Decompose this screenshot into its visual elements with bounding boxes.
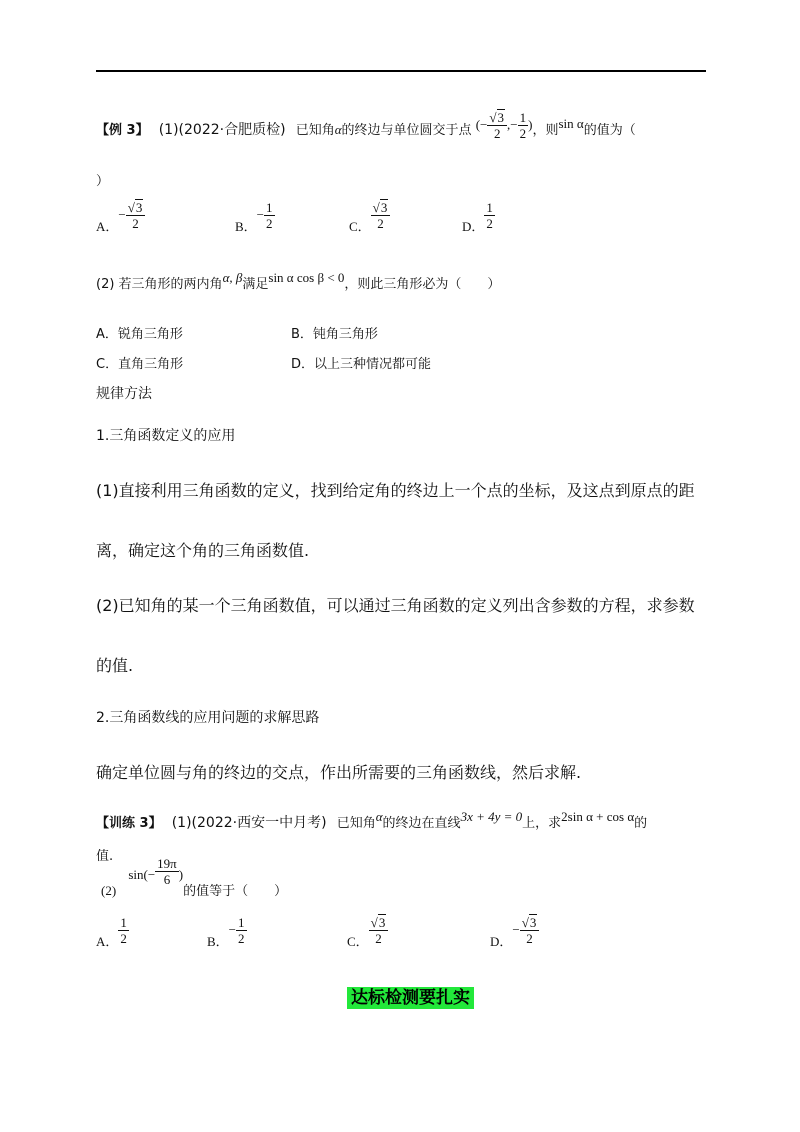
example3-stem-c: ，则	[532, 123, 559, 138]
option-label: C．	[349, 219, 371, 234]
method-item1-p1-line1: (1)直接利用三角函数的定义，找到给定角的终边上一个点的坐标，及这点到原点的距	[96, 481, 695, 500]
option-sqrt-arg: 3	[529, 915, 537, 930]
point-close-paren: )	[528, 116, 533, 132]
point-y-den: 2	[519, 126, 527, 142]
training3-stem-b: 的终边在直线	[382, 816, 461, 831]
option-den: 2	[526, 931, 533, 946]
option-den: 2	[377, 216, 384, 231]
example3-stem-b: 的终边与单位圆交于点	[341, 123, 472, 138]
option-label: A．	[96, 934, 119, 949]
example3-tag: 【例 3】	[96, 123, 149, 138]
option-sqrt-arg: 3	[378, 915, 386, 930]
training3-option-b	[207, 915, 247, 949]
example3-source: (1)(2022·合肥质检)	[158, 122, 286, 138]
point-x-sqrt-arg: 3	[497, 110, 505, 126]
example3-stem-d: 的值为（	[583, 123, 636, 138]
method-item1-p1-line2: 离，确定这个角的三角函数值.	[96, 541, 310, 560]
method-item2-title: 2.三角函数线的应用问题的求解思路	[96, 710, 320, 726]
training3-part2	[101, 856, 288, 899]
option-sqrt-arg: 3	[135, 200, 143, 215]
part2-option-c: C．直角三角形	[96, 357, 184, 372]
fraction-den: 6	[163, 872, 171, 887]
method-item1-title: 1.三角函数定义的应用	[96, 428, 236, 444]
training3-stem-c: 上，求	[522, 816, 562, 831]
target-expression: 2sin α + cos α	[561, 809, 635, 824]
option-sign: −	[228, 922, 237, 937]
option-label: D．	[490, 934, 513, 949]
part2-option-d: D．以上三种情况都可能	[291, 357, 432, 372]
option-num: 1	[266, 200, 273, 215]
point-y-num: 1	[519, 110, 527, 126]
option-den: 2	[486, 216, 493, 231]
nineteen-pi-over-six	[155, 856, 179, 887]
method-item1-p2-line2: 的值.	[96, 656, 134, 675]
training3-stem	[96, 805, 647, 842]
example3-option-d	[462, 200, 495, 234]
training3-stem-a: 已知角	[336, 816, 376, 831]
point-x-fraction: $\frac{√3}{2}$	[487, 110, 507, 141]
method-item1-p2-line1: (2)已知角的某一个三角函数值，可以通过三角函数的定义列出含参数的方程，求参数	[96, 596, 695, 615]
part2-option-a: A．锐角三角形	[96, 327, 183, 342]
example3-option-c: C． $\frac{√3}{2}$	[349, 200, 390, 231]
point-x-den: 2	[493, 126, 501, 142]
example3-option-b	[235, 200, 275, 234]
example3-stem-end: ）	[96, 174, 110, 189]
part2-mid: 满足	[242, 277, 269, 292]
part2-label: (2)	[101, 883, 117, 898]
option-den: 2	[132, 216, 139, 231]
part2-suffix: 的值等于（ ）	[183, 884, 288, 899]
part2-option-b: B．钝角三角形	[291, 327, 378, 342]
training3-tag: 【训练 3】	[96, 816, 162, 831]
point-open-paren: (	[475, 116, 481, 132]
option-den: 2	[266, 216, 273, 231]
part2-prefix: (2) 若三角形的两内角	[96, 277, 223, 292]
point-minus-2: −	[510, 116, 518, 132]
option-den: 2	[375, 931, 382, 946]
example3-part2-stem	[96, 272, 500, 297]
option-den: 2	[238, 931, 245, 946]
training3-option-c: C． $\frac{√3}{2}$	[347, 915, 388, 946]
part2-angles: α, β	[222, 270, 243, 285]
method-item2-text: 确定单位圆与角的终边的交点，作出所需要的三角函数线，然后求解.	[96, 763, 582, 782]
point-minus-1: −	[480, 116, 488, 132]
example3-stem-a: 已知角	[295, 123, 335, 138]
option-num: 1	[486, 200, 493, 215]
option-sign: −	[512, 922, 520, 937]
point-comma: ,	[507, 116, 511, 132]
option-label: A．	[96, 219, 119, 234]
sin-alpha: sin α	[558, 116, 584, 131]
alpha-symbol: α	[334, 122, 342, 137]
point-y-fraction	[518, 110, 529, 141]
part2-condition: sin α cos β < 0	[268, 270, 345, 285]
option-den: 2	[120, 931, 127, 946]
option-num: 1	[238, 915, 245, 930]
fraction-num: 19π	[157, 856, 177, 871]
sin-close: )	[178, 867, 184, 882]
option-sign: −	[118, 207, 126, 222]
example3-option-a: A．− $\frac{√3}{2}$	[96, 200, 145, 231]
method-heading: 规律方法	[96, 386, 152, 402]
option-sqrt-arg: 3	[380, 200, 388, 215]
part2-suffix: ，则此三角形必为（ ）	[344, 277, 501, 292]
option-label: B．	[207, 934, 229, 949]
line-equation: 3x + 4y = 0	[460, 809, 523, 824]
training3-option-a	[96, 915, 129, 949]
option-label: B．	[235, 219, 257, 234]
sin-open: sin(−	[128, 867, 156, 882]
section-banner: 达标检测要扎实	[347, 987, 474, 1009]
top-rule	[96, 70, 706, 72]
training3-stem-d: 的	[634, 816, 648, 831]
alpha-symbol: α	[375, 809, 383, 824]
option-sign: −	[256, 207, 265, 222]
training3-source: (1)(2022·西安一中月考)	[171, 815, 327, 831]
option-label: D．	[462, 219, 485, 234]
example3-stem	[96, 112, 636, 149]
point-coordinates	[476, 107, 533, 143]
training3-stem-end: 值.	[96, 849, 114, 864]
option-num: 1	[120, 915, 127, 930]
training3-option-d: D．− $\frac{√3}{2}$	[490, 915, 539, 946]
option-label: C．	[347, 934, 369, 949]
